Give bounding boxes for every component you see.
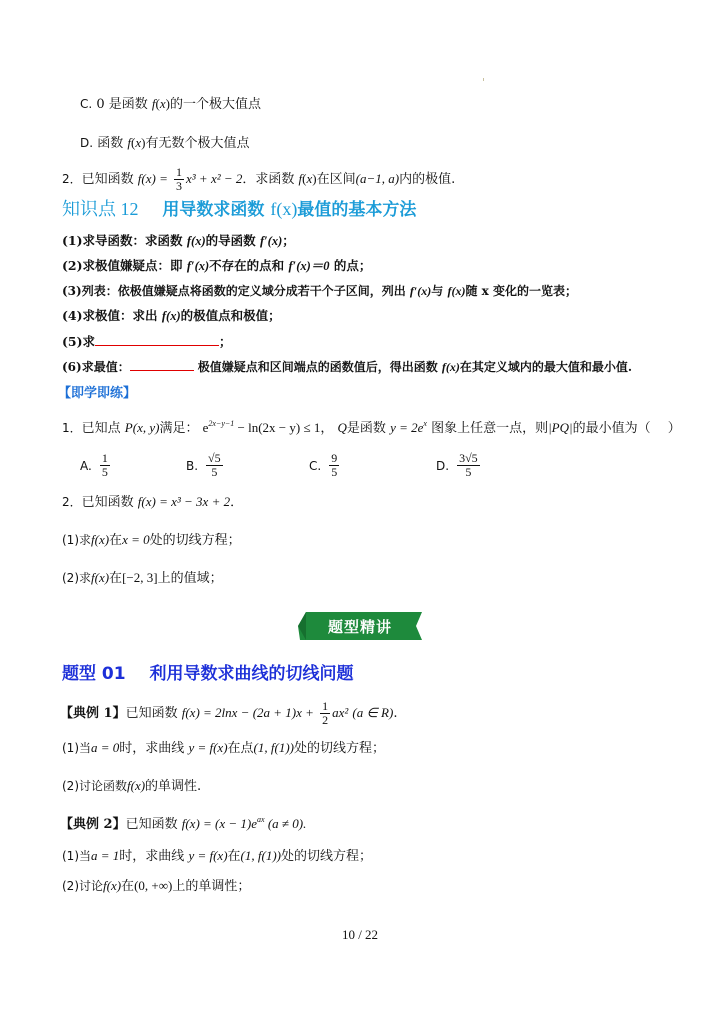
text-knowledge-steps-0-d: f′(x): [260, 234, 283, 248]
choice-b[interactable]: [186, 452, 225, 479]
choice-d[interactable]: [436, 452, 482, 479]
text-knowledge-steps-5-a: (6)求最值：: [62, 360, 130, 374]
text-practice-q1-e-base: e: [202, 420, 209, 435]
math-symbol: (: [155, 96, 160, 111]
text-type01-title-main: 利用导数求曲线的切线问题: [149, 664, 354, 684]
text-practice-q1-yexp: x: [423, 419, 427, 428]
text-type01-ex2-p2-b: 在: [121, 879, 135, 894]
text-knowledge-steps-1-e: 的点；: [329, 258, 372, 273]
text-knowledge-steps-1-d: f′(x)＝0: [288, 259, 330, 273]
text-practice-q1-options-0-d: 5: [101, 465, 108, 479]
text-type01-ex1-p2-a: (2)讨论函数: [62, 779, 127, 793]
text-options-prev-d-x: x: [135, 135, 142, 150]
step-5: [62, 331, 232, 352]
text-type01-ex2-p2-c: 上的单调性；: [172, 879, 251, 894]
text-knowledge-steps-0-a: (1)求导函数：求函数: [62, 233, 187, 248]
text-practice-q1-t6: 的最小值为（ ）: [572, 421, 681, 436]
text-type01-title-prefix: 题型 01: [62, 664, 126, 684]
math-symbol: ): [165, 96, 170, 111]
text-q2-prev-frac-d: 3: [176, 179, 182, 193]
fraction: [329, 452, 339, 479]
text-practice-q1-PQ: |PQ|: [548, 420, 573, 435]
text-knowledge-steps-2-e: 随 x 变化的一览表；: [465, 284, 577, 298]
text-knowledge-title-prefix: 知识点 12: [62, 199, 139, 219]
text-practice-q1-options-1-n: √5: [208, 451, 221, 465]
text-knowledge-steps-2-c: 与: [431, 284, 448, 298]
text-knowledge-steps-5-c: 极值嫌疑点和区间端点的函数值后，得出函数: [197, 360, 442, 374]
practice-question-2-part-2: [62, 568, 223, 589]
text-type01-ex2-p2-fx: f(x): [103, 878, 122, 893]
text-options-prev-c-x: x: [159, 96, 166, 111]
text-practice-q1-Q: Q: [337, 420, 347, 435]
practice-question-2: [62, 492, 243, 513]
text-type01-ex2-p1-a: (1)当: [62, 849, 91, 863]
step-3: [62, 281, 577, 301]
text-type01-ex1-fn: 1: [322, 699, 329, 713]
text-knowledge-title-main: 用导数求函数: [162, 200, 265, 220]
math-symbol: [390, 420, 427, 435]
text-practice-q1-e-exp: 2x−y−1: [208, 419, 235, 428]
text-practice-q2-p2-interval: [−2, 3]: [122, 570, 158, 585]
type-01-heading: [62, 664, 354, 684]
text-q2-prev-num: 2．: [62, 172, 82, 186]
math-symbol: (: [130, 135, 136, 150]
page-number: 10 / 22: [341, 927, 379, 942]
step-1: [62, 231, 295, 251]
text-type01-ex1-end: .: [393, 706, 398, 721]
text-knowledge-steps-3-c: 的极值点和极值；: [180, 308, 281, 323]
practice-question-1: [62, 418, 681, 439]
question-2-prev: [62, 166, 455, 193]
stray-mark: [483, 78, 484, 81]
text-type01-ex1-p2-fx: f(x): [127, 778, 146, 793]
text-q2-prev-expr: x³ + x² − 2: [186, 171, 243, 186]
text-knowledge-steps-0-c: 的导函数: [205, 233, 260, 248]
text-type01-ex1-p1-d: 处的切线方程；: [293, 741, 385, 756]
text-type01-ex2-exp: ax: [257, 815, 265, 824]
text-type01-ex2-p1-b: 时，求曲线: [119, 849, 185, 864]
math-symbol: ): [312, 171, 317, 186]
example-2-part-1: [62, 846, 372, 867]
text-options-prev-d-f: f: [127, 135, 131, 150]
text-practice-q2-p2-fx: f(x): [91, 570, 110, 585]
text-type01-ex1-fx1: f(x) = 2lnx − (2a + 1)x +: [181, 705, 314, 720]
text-practice-q1-t1: 已知点: [81, 421, 121, 436]
math-symbol: ): [141, 135, 146, 150]
text-type01-ex2-cond: (a ≠ 0).: [264, 816, 307, 831]
text-practice-q1-options-3-d: 5: [465, 465, 472, 479]
text-type01-ex1-p1-cond: a = 0: [91, 740, 120, 755]
text-practice-q2-p2-b: 在: [109, 571, 123, 586]
option-c: [80, 94, 261, 115]
choice-c[interactable]: [309, 452, 341, 479]
choice-a[interactable]: [80, 452, 112, 479]
fill-blank[interactable]: [130, 356, 194, 371]
fraction: [206, 452, 223, 479]
text-knowledge-steps-5-e: 在其定义域内的最大值和最小值.: [459, 360, 633, 374]
text-practice-q2-end: ．: [230, 495, 244, 510]
example-2: [60, 814, 306, 835]
text-practice-q1-P: P(x, y): [124, 420, 160, 435]
text-type01-ex2-p2-interval: (0, +∞): [134, 878, 173, 893]
text-knowledge-steps-0-e: ；: [282, 233, 295, 248]
text-knowledge-title-suffix: 最值的基本方法: [297, 200, 417, 220]
text-type01-ex2-p1-c: 在: [227, 849, 241, 864]
text-type01-ex2-p2-a: (2)讨论: [62, 879, 103, 893]
text-q2-prev-frac-n: 1: [176, 165, 182, 179]
example-1-part-1: [62, 738, 385, 759]
text-practice-q1-options-3-n: 3√5: [459, 451, 478, 465]
text-knowledge-steps-1-a: (2)求极值嫌疑点：即: [62, 258, 187, 273]
option-d: [80, 133, 249, 154]
text-practice-q2-p1-cond: x = 0: [122, 532, 150, 547]
text-knowledge-steps-3-a: (4)求极值：求出: [62, 308, 162, 323]
text-practice-q1-options-1-label: B.: [186, 458, 199, 473]
text-type01-ex2-p1-cond: a = 1: [91, 848, 120, 863]
text-type01-ex1-p1-a: (1)当: [62, 741, 91, 755]
text-practice-q1-options-2-d: 5: [331, 465, 338, 479]
text-type01-ex2-t1: 已知函数: [125, 817, 178, 832]
example-1-part-2: [62, 776, 201, 797]
text-practice-q1-options-0-label: A.: [80, 458, 92, 473]
step-4: [62, 306, 281, 326]
text-options-prev-c-t2: 的一个极大值点: [169, 97, 261, 112]
text-options-prev-d-t1: 函数: [97, 136, 124, 151]
text-practice-q1-options-1-d: 5: [211, 465, 218, 479]
text-practice-q1-options-2-n: 9: [331, 451, 338, 465]
text-practice-q1-yfn: y = 2e: [390, 420, 424, 435]
section-banner: [298, 609, 422, 643]
text-practice-q1-options-3-label: D.: [436, 458, 450, 473]
text-practice-q1-ln: − ln(2x − y) ≤ 1: [234, 420, 321, 435]
text-knowledge-steps-1-c: 不存在的点和: [209, 258, 289, 273]
text-practice-q2-fx: f(x) = x³ − 3x + 2: [137, 494, 231, 509]
text-knowledge-title-fx: f(x): [270, 199, 298, 219]
text-type01-ex2-p1-pt: (1, f(1)): [240, 848, 281, 863]
text-practice-q1-t4: 是函数: [346, 421, 386, 436]
fraction: [457, 452, 480, 479]
text-type01-ex2-label: 【典例 2】: [60, 817, 126, 832]
text-practice-q1-options-0-n: 1: [101, 451, 108, 465]
text-type01-ex1-label: 【典例 1】: [60, 706, 126, 721]
text-knowledge-steps-0-b: f(x): [186, 234, 206, 248]
step-6: [62, 356, 632, 377]
text-knowledge-steps-2-d: f(x): [447, 284, 466, 298]
text-type01-ex2-fx: f(x) = (x − 1)e: [181, 816, 258, 831]
step-2: [62, 256, 371, 276]
text-practice-q2-num: 2．: [62, 495, 82, 509]
text-q2-prev-t2: ．求函数: [242, 172, 295, 187]
example-1: [60, 700, 397, 727]
text-q2-prev-interval: (a−1, a): [355, 171, 400, 186]
text-type01-ex2-p1-d: 处的切线方程；: [280, 849, 372, 864]
text-q2-prev-t3: 在区间: [316, 172, 356, 187]
text-q2-prev-f: f: [298, 171, 303, 186]
text-type01-ex1-p1-curve: y = f(x): [188, 740, 228, 755]
text-practice-q1-num: 1．: [62, 421, 82, 435]
text-practice-q2-p1-fx: f(x): [91, 532, 110, 547]
text-knowledge-steps-5-d: f(x): [441, 360, 460, 374]
fraction: [320, 700, 330, 727]
text-q2-prev-x: x: [306, 171, 313, 186]
text-q2-prev-t4: 内的极值.: [399, 172, 456, 187]
text-options-prev-c-f: f: [151, 96, 156, 111]
text-practice-q2-t1: 已知函数: [81, 495, 134, 510]
text-practice-q1-t3: ，: [320, 421, 334, 436]
math-symbol: (: [302, 171, 307, 186]
text-practice-q2-p1-a: (1)求: [62, 533, 91, 547]
inequality: [203, 420, 321, 435]
text-type01-ex1-fx2: ax²: [332, 705, 349, 720]
text-type01-ex1-p1-b: 时，求曲线: [119, 741, 185, 756]
fraction: [174, 166, 184, 193]
math-symbol: [182, 816, 265, 831]
example-2-part-2: [62, 876, 250, 897]
fill-blank[interactable]: [95, 331, 219, 346]
text-practice-q2-p1-b: 在: [109, 533, 123, 548]
text-options-prev-c-t1: 0 是函数: [96, 97, 148, 112]
text-q2-prev-fx: f(x) =: [137, 171, 168, 186]
text-options-prev-d-t2: 有无数个极大值点: [145, 136, 250, 151]
fraction: [100, 452, 110, 479]
text-practice-q1-t5: 图象上任意一点，则: [431, 421, 549, 436]
text-knowledge-steps-2-b: f′(x): [409, 284, 432, 298]
text-practice-q1-t2: 满足：: [159, 421, 199, 436]
text-banner-label: 题型精讲: [327, 617, 392, 636]
text-options-prev-c-label: C.: [80, 97, 93, 111]
text-practice-q2-p2-a: (2)求: [62, 571, 91, 585]
text-type01-ex2-p1-curve: y = f(x): [188, 848, 228, 863]
text-knowledge-steps-4-a: (5)求: [62, 334, 96, 349]
text-type01-ex1-cond: (a ∈ R): [352, 705, 394, 720]
text-type01-ex1-p1-pt: (1, f(1)): [253, 740, 294, 755]
text-practice-q2-p2-c: 上的值域；: [157, 571, 223, 586]
text-knowledge-steps-2-a: (3)列表：依极值嫌疑点将函数的定义域分成若干个子区间，列出: [62, 284, 410, 298]
text-knowledge-steps-4-e: ；: [219, 334, 232, 349]
text-type01-ex1-p1-c: 在点: [227, 741, 254, 756]
text-practice-q1-options-2-label: C.: [309, 458, 322, 473]
text-type01-ex1-p2-b: 的单调性.: [145, 779, 202, 794]
text-type01-ex1-t1: 已知函数: [125, 706, 178, 721]
text-q2-prev-t1: 已知函数: [81, 172, 134, 187]
text-knowledge-steps-3-b: f(x): [161, 309, 181, 323]
practice-question-2-part-1: [62, 530, 241, 551]
practice-label: 【即学即练】: [58, 386, 137, 401]
text-knowledge-steps-1-b: f′(x): [186, 259, 210, 273]
text-options-prev-d-label: D.: [80, 136, 94, 150]
knowledge-point-heading: [62, 199, 416, 220]
text-type01-ex1-fd: 2: [322, 713, 329, 727]
text-practice-q2-p1-c: 处的切线方程；: [149, 533, 241, 548]
